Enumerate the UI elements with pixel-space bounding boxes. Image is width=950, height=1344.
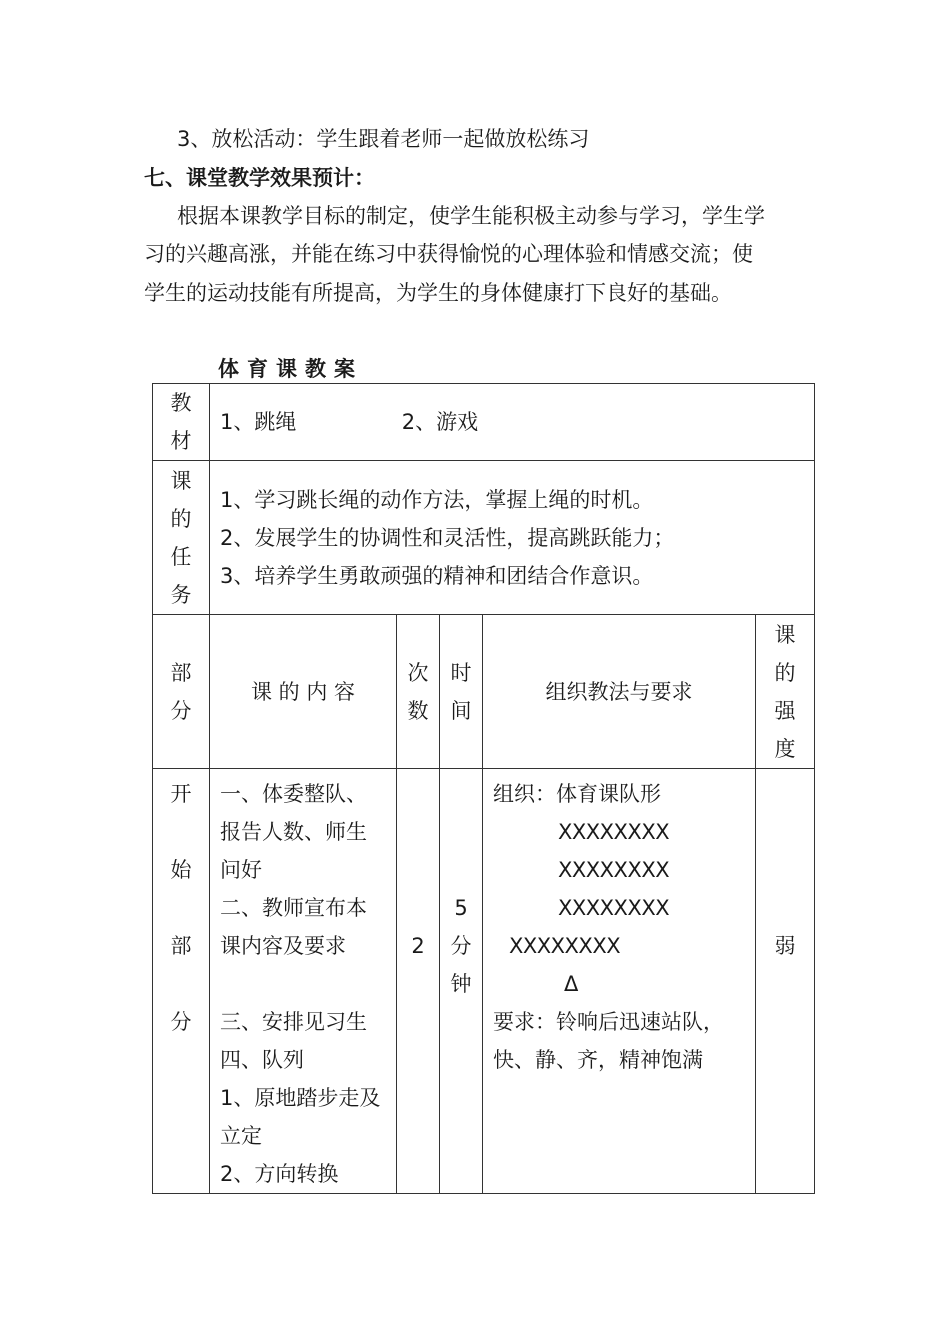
content-line-4: 二、教师宣布本 (220, 896, 367, 920)
content-spacer (220, 965, 396, 1003)
content-line-1: 一、体委整队、 (220, 782, 367, 806)
task-item-1: 1、学习跳长绳的动作方法，掌握上绳的时机。 (220, 487, 654, 512)
material-item-1: 1、跳绳 (220, 410, 297, 434)
content-line-10: 立定 (220, 1124, 262, 1148)
material-item-2: 2、游戏 (401, 410, 479, 434)
lesson-plan-title: 体育课教案 (218, 357, 363, 381)
section-heading-seven: 七、课堂教学效果预计： (144, 166, 375, 190)
header-duration-label: 时间 (450, 660, 472, 723)
task-list-cell (210, 461, 815, 615)
header-method: 组织教法与要求 (483, 615, 756, 769)
paragraph-line-2: 习的兴趣高涨，并能在练习中获得愉悦的心理体验和情感交流；使 (144, 242, 753, 266)
header-content: 课 的 内 容 (210, 615, 397, 769)
task-label-cell (153, 461, 210, 615)
material-items-cell (210, 384, 815, 461)
header-intensity (756, 615, 815, 769)
task-row (153, 461, 815, 615)
task-label: 课的任务 (170, 468, 192, 607)
content-line-2: 报告人数、师生 (220, 820, 367, 844)
header-intensity-label: 课的强度 (774, 622, 796, 761)
opening-part-label: 开始部分 (170, 782, 192, 1034)
lesson-plan-table (152, 383, 815, 1194)
content-line-11: 2、方向转换 (220, 1162, 339, 1186)
relax-activity-line: 3、放松活动：学生跟着老师一起做放松练习 (177, 127, 590, 151)
opening-part-row (153, 769, 815, 1194)
paragraph-line-1: 根据本课教学目标的制定，使学生能积极主动参与学习，学生学 (177, 204, 765, 228)
opening-method-cell (483, 769, 756, 1194)
task-item-3: 3、培养学生勇敢顽强的精神和团结合作意识。 (220, 563, 654, 588)
opening-part-cell (153, 769, 210, 1194)
paragraph-line-3: 学生的运动技能有所提高，为学生的身体健康打下良好的基础。 (144, 281, 732, 305)
content-line-8: 四、队列 (220, 1048, 304, 1072)
opening-duration-cell (440, 769, 483, 1194)
material-label: 教材 (170, 391, 192, 453)
requirement-line-1: 要求：铃响后迅速站队， (493, 1010, 724, 1034)
content-line-9: 1、原地踏步走及 (220, 1086, 381, 1110)
formation-row-1: XXXXXXXX (558, 820, 670, 844)
header-row (153, 615, 815, 769)
header-times (397, 615, 440, 769)
content-line-5: 课内容及要求 (220, 934, 346, 958)
content-line-3: 问好 (220, 858, 262, 882)
header-part-label: 部分 (170, 660, 192, 723)
header-part (153, 615, 210, 769)
header-times-label: 次数 (407, 660, 429, 723)
header-duration (440, 615, 483, 769)
opening-duration: 5分钟 (450, 896, 472, 996)
material-label-cell (153, 384, 210, 461)
opening-content-cell (210, 769, 397, 1194)
formation-row-3: XXXXXXXX (558, 896, 670, 920)
requirement-line-2: 快、静、齐，精神饱满 (493, 1048, 703, 1072)
material-row (153, 384, 815, 461)
opening-intensity-cell: 弱 (756, 769, 815, 1194)
opening-times-cell: 2 (397, 769, 440, 1194)
formation-row-4: XXXXXXXX (509, 934, 621, 958)
content-line-7: 三、安排见习生 (220, 1010, 367, 1034)
formation-row-2: XXXXXXXX (558, 858, 670, 882)
teacher-position-mark: Δ (564, 972, 579, 996)
task-item-2: 2、发展学生的协调性和灵活性，提高跳跃能力； (220, 525, 675, 550)
method-organization: 组织：体育课队形 (493, 782, 661, 806)
